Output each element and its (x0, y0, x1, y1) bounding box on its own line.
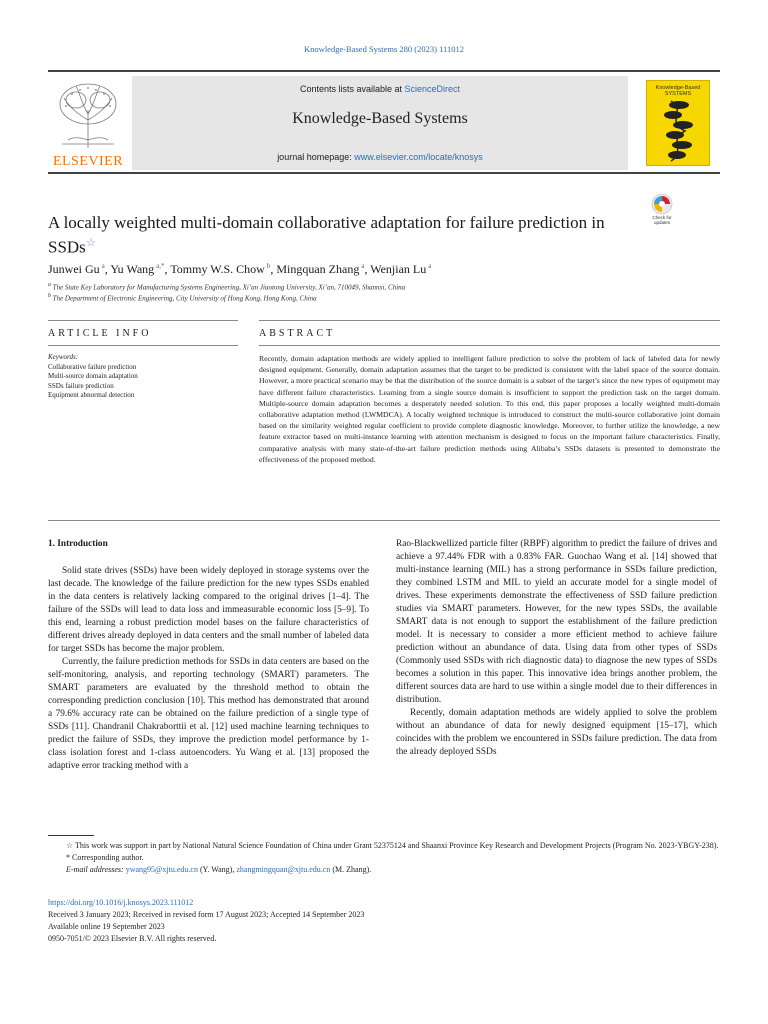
email-link-wang[interactable]: ywang95@xjtu.edu.cn (125, 865, 198, 874)
crossmark-label: Check for updates (652, 215, 672, 225)
keywords-label: Keywords: (48, 353, 79, 361)
article-info-top-rule (48, 320, 238, 321)
journal-homepage-link[interactable]: www.elsevier.com/locate/knosys (354, 152, 483, 162)
affiliation-b (48, 293, 720, 302)
article-info-heading: ARTICLE INFO (48, 328, 152, 339)
cover-title: Knowledge-Based SYSTEMS (655, 85, 701, 97)
journal-cover[interactable] (638, 76, 720, 170)
banner-bottom-rule (48, 172, 720, 174)
affiliation-b-mark: b (48, 293, 51, 299)
affiliation-a (48, 282, 720, 291)
email-owner-wang: (Y. Wang), (199, 865, 235, 874)
abstract-bottom-rule (48, 520, 720, 521)
keywords-block (48, 353, 238, 401)
body-paragraph: Recently, domain adaptation methods are widely applied to solve the problem without an abundance of data for newly designed equipment [15–17], which coincides with the problem we encountered in SSDs failure prediction. The data from the already deployed SSDs (396, 708, 717, 757)
journal-name: Knowledge-Based Systems (292, 110, 468, 127)
keyword-item: Multi-source domain adaptation (48, 372, 138, 380)
body-right-column (396, 538, 717, 759)
article-info-heading-rule (48, 345, 238, 346)
keyword-item: SSDs failure prediction (48, 381, 114, 390)
elsevier-wordmark: ELSEVIER (52, 154, 124, 169)
corresponding-text: Corresponding author. (72, 853, 144, 862)
author-list (48, 262, 720, 277)
available-online-date: Available online 19 September 2023 (48, 922, 165, 931)
corresponding-footnote (48, 852, 720, 864)
email-link-zhang[interactable]: zhangmingquan@xjtu.edu.cn (236, 865, 331, 874)
copyright-line: 0950-7051/© 2023 Elsevier B.V. All rights reserved. (48, 934, 217, 943)
cover-helix-graphic (657, 97, 701, 163)
email-owner-zhang: (M. Zhang). (332, 865, 372, 874)
body-left-column (48, 538, 369, 773)
author-name[interactable]: Tommy W.S. Chow (170, 262, 265, 276)
author-separator: , (164, 262, 171, 276)
author-name[interactable]: Yu Wang (110, 262, 155, 276)
funding-star-marker: ☆ (66, 841, 76, 850)
author-name[interactable]: Mingquan Zhang (276, 262, 360, 276)
abstract-heading-rule (259, 345, 720, 346)
section-heading-introduction: 1. Introduction (48, 539, 108, 549)
author-separator: , (270, 262, 277, 276)
sciencedirect-link[interactable]: ScienceDirect (404, 84, 461, 94)
author-affiliation-mark[interactable]: a,* (156, 262, 165, 270)
journal-cover-image (646, 80, 710, 166)
abstract-heading: ABSTRACT (259, 328, 336, 339)
affiliation-b-text: The Department of Electronic Engineering, City University of Hong Kong, Hong Kong, China (52, 294, 317, 303)
affiliation-a-mark: a (48, 282, 51, 288)
journal-banner (48, 70, 720, 170)
article-history (48, 897, 720, 945)
keyword-item: Collaborative failure prediction (48, 362, 137, 371)
elsevier-tree-icon (54, 80, 122, 150)
author-affiliation-mark[interactable]: a (361, 262, 365, 270)
homepage-prefix: journal homepage: (277, 152, 355, 162)
body-paragraph: Solid state drives (SSDs) have been widely deployed in storage systems over the last decade. The knowledge of the failure prediction for the new types SSDs enabled in the data centers is relatively lacking compared to the original drives [1–4]. The failure of the SSDs will lead to data loss and immeasurable economic loss [5–9]. To this end, learning a robust prediction model bases on the failure characteristics of different drives already deployed in data centers and the small number of labeled data for target SSDs has become the major problem. (48, 566, 369, 654)
journal-info-box (132, 76, 628, 170)
author-name[interactable]: Junwei Gu (48, 262, 100, 276)
keyword-item: Equipment abnormal detection (48, 391, 135, 399)
journal-homepage-line (132, 152, 628, 162)
article-title-text: A locally weighted multi-domain collaborative adaptation for failure prediction in SSDs (48, 213, 605, 257)
abstract-text: Recently, domain adaptation methods are widely applied to intelligent failure prediction to solve the problem of lack of labeled data for newly designed equipment. Generally, domain adaptation assumes that the target to be predicted is consistent with the label space of the source domain. However, a more practical scenario may be that the distribution of the source domain is a subset of the target’s since the new types of equipment may have different failure characteristics. Learning from a single source domain is insufficient to support the prediction task on the target domain. Multiple-source domain adaptation becomes a desperately needed solution. To this end, this paper proposes a locally weighted multi-domain collaborative adaptation method (LWMDCA). A locally weighted technique is introduced to construct the multi-source collaborative joint domain based on the similarity weighted regular coefficient to provide complete diagnostic knowledge. Moreover, to further utilize the knowledge, a new feature extractor based on multi-instance learning with attention mechanism is designed to focus on the important failure characteristics. Finally, comparative analysis with many state-of-the-art failure prediction methods using Alibaba’s SSDs datasets is presented to demonstrate the effectiveness of the proposed method. (259, 354, 720, 464)
body-paragraph: Currently, the failure prediction methods for SSDs in data centers are based on the self-monitoring, analysis, and reporting technology (SMART) parameters. The SMART parameters are evaluated by the threshold method to obtain the corresponding prediction conclusion [10]. This method has demonstrated that around a 79.6% accuracy rate can be obtained on the failure prediction of a single type of SSDs [11]. Chandranil Chakraborttii et al. [12] used machine learning techniques to predict the failure of SSDs, they improve the prediction model performance by 1-class isolation forest and 1-class autoencoders. Yu Wang et al. [13] proposed the adaptive error tracking method with a (48, 657, 369, 771)
abstract-top-rule (259, 320, 720, 321)
article-title (48, 212, 608, 258)
corresponding-marker: * (66, 853, 70, 862)
journal-reference-link[interactable]: Knowledge-Based Systems 280 (2023) 111012 (304, 44, 464, 54)
funding-star-icon[interactable]: ☆ (85, 237, 96, 249)
contents-prefix: Contents lists available at (299, 84, 405, 94)
author-affiliation-mark[interactable]: a (101, 262, 105, 270)
elsevier-logo[interactable] (48, 76, 128, 170)
body-paragraph-continued: Rao-Blackwellized particle filter (RBPF) algorithm to predict the failure of drives and achieve a 97.44% FDR with a 0.83% FAR. Guochao Wang et al. [14] showed that multi-instance learning (MIL) has a strong performance in SSDs failure prediction, they combined LSTM and MIL to yield an accurate model for a single model of drives. These experiments demonstrate the effectiveness of SSD failure prediction studies via SMART parameters. However, for the new types SSDs, the available SMART data is not enough to support the establishment of the failure prediction model. It is necessary to consider a more efficient method to achieve failure prediction without an abundance of data. Using data from other types of SSDs (Commonly used SSDs with rich diagnostic data) to diagnose the new types of SSDs becomes a solution in this paper. This innovative idea brings another problem, the different sources data are hard to use within a single model due to their differences in distribution. (396, 539, 717, 705)
author-affiliation-mark[interactable]: a (428, 262, 432, 270)
affiliation-a-text: The State Key Laboratory for Manufacturing Systems Engineering, Xi’an Jiaotong University, Xi’an, 710049, Shannxi, China (52, 283, 406, 292)
author-separator: , (364, 262, 371, 276)
funding-footnote (48, 840, 720, 852)
banner-top-rule (48, 70, 720, 72)
doi-link[interactable]: https://doi.org/10.1016/j.knosys.2023.111012 (48, 898, 194, 907)
contents-line (132, 84, 628, 94)
funding-footnote-text: This work was support in part by National Natural Science Foundation of China under Grant 52375124 and Shaanxi Province Key Research and Development Projects (Program No. 2023-YBGY-238). (75, 841, 719, 850)
crossmark-icon (648, 193, 676, 215)
email-label: E-mail addresses: (66, 865, 124, 874)
email-footnote (48, 864, 720, 876)
received-dates: Received 3 January 2023; Received in revised form 17 August 2023; Accepted 14 September 2023 (48, 910, 365, 919)
check-for-updates-badge[interactable] (648, 193, 676, 229)
author-name[interactable]: Wenjian Lu (370, 262, 427, 276)
footnotes (48, 840, 720, 876)
author-separator: , (104, 262, 111, 276)
footnote-rule (48, 835, 94, 836)
author-affiliation-mark[interactable]: b (266, 262, 271, 270)
